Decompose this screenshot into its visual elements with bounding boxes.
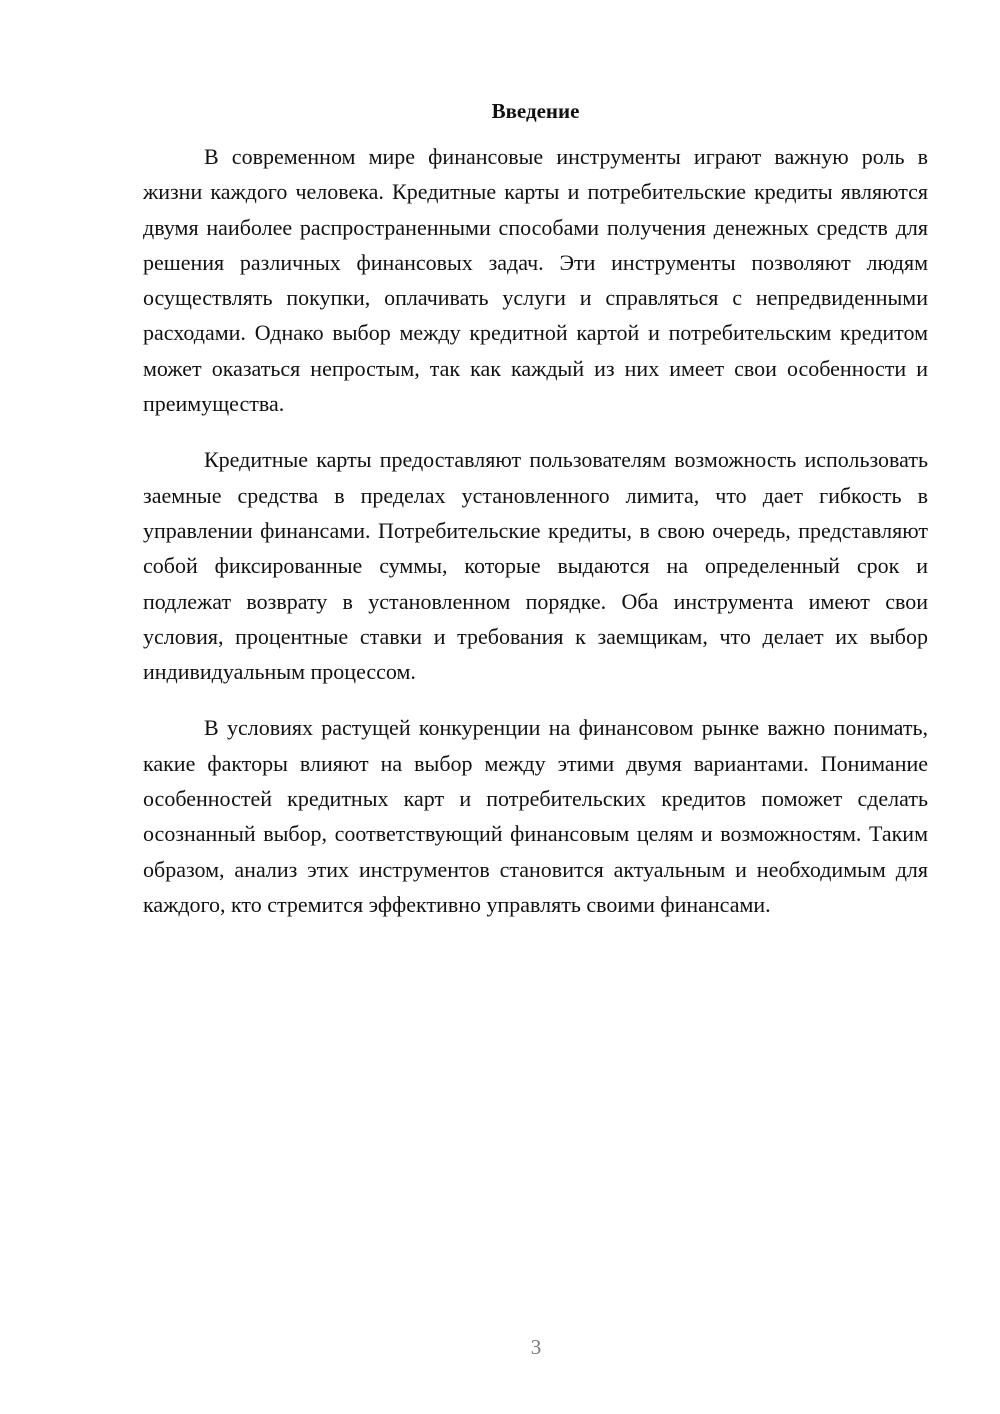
paragraph-2: Кредитные карты предоставляют пользователям возможность использовать заемные средства в пределах установленного лимита, что дает гибкость в управлении финансами. Потребительские кредиты, в свою очередь, представляют собой фиксированные суммы, которые выдаются на определенный срок и подлежат возврату в установленном порядке. Оба инструмента имеют свои условия, процентные ставки и требования к заемщикам, что делает их выбор индивидуальным процессом. [143,447,928,685]
page-content [143,97,928,943]
section-heading: Введение [491,99,580,123]
page-number: 3 [530,1335,542,1359]
paragraph-3: В условиях растущей конкуренции на финансовом рынке важно понимать, какие факторы влияют на выбор между этими двумя вариантами. Понимание особенностей кредитных карт и потребительских кредитов поможет сделать осознанный выбор, соответствующий финансовым целям и возможностям. Таким образом, анализ этих инструментов становится актуальным и необходимым для каждого, кто стремится эффективно управлять своими финансами. [143,715,928,917]
paragraph-1: В современном мире финансовые инструменты играют важную роль в жизни каждого человека. Кредитные карты и потребительские кредиты являются двумя наиболее распространенными способами получения денежных средств для решения различных финансовых задач. Эти инструменты позволяют людям осуществлять покупки, оплачивать услуги и справляться с непредвиденными расходами. Однако выбор между кредитной картой и потребительским кредитом может оказаться непростым, так как каждый из них имеет свои особенности и преимущества. [143,144,928,417]
